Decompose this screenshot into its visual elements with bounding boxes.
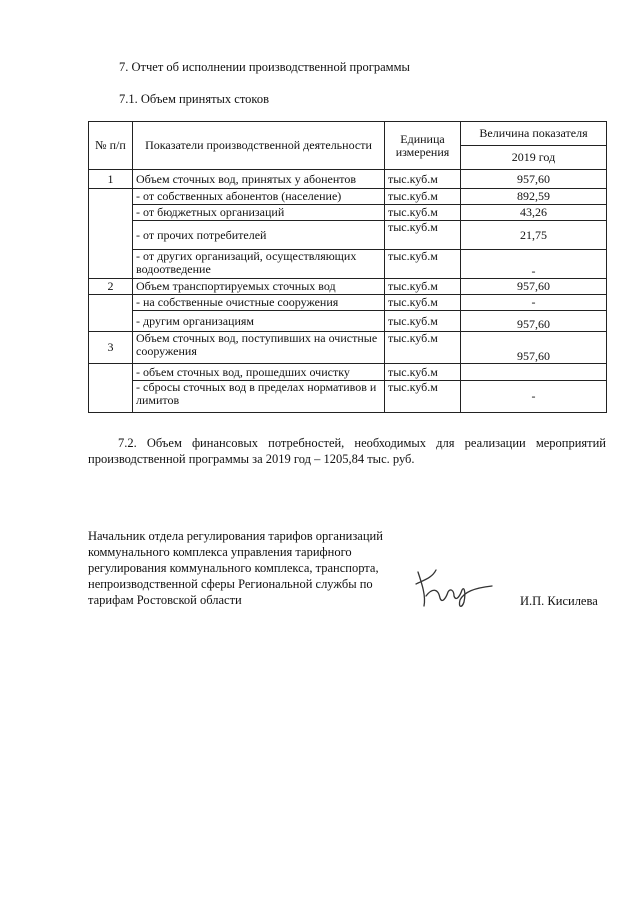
row-unit: тыс.куб.м <box>385 311 461 332</box>
row-num: 3 <box>89 332 133 364</box>
row-value: - <box>461 250 607 279</box>
section-title: 7. Отчет об исполнении производственной программы <box>119 60 410 74</box>
header-value: Величина показателя <box>461 122 607 146</box>
row-value: - <box>461 381 607 413</box>
table-row <box>89 250 607 279</box>
row-name: - на собственные очистные сооружения <box>133 295 385 311</box>
row-unit: тыс.куб.м <box>385 279 461 295</box>
table-row <box>89 332 607 364</box>
row-value: 957,60 <box>461 311 607 332</box>
table-row <box>89 189 607 205</box>
header-unit: Единица измерения <box>385 122 461 170</box>
section-subtitle: 7.1. Объем принятых стоков <box>119 92 269 106</box>
row-unit: тыс.куб.м <box>385 205 461 221</box>
table-row <box>89 364 607 381</box>
table-row <box>89 205 607 221</box>
row-name: Объем сточных вод, поступивших на очистные сооружения <box>133 332 385 364</box>
handwritten-signature <box>412 562 494 610</box>
table-row <box>89 221 607 250</box>
wastewater-table <box>88 121 607 413</box>
row-name: - от собственных абонентов (население) <box>133 189 385 205</box>
row-name: - сбросы сточных вод в пределах нормативов и лимитов <box>133 381 385 413</box>
row-unit: тыс.куб.м <box>385 381 461 413</box>
row-name: Объем транспортируемых сточных вод <box>133 279 385 295</box>
row-unit: тыс.куб.м <box>385 332 461 364</box>
table-row <box>89 279 607 295</box>
row-unit: тыс.куб.м <box>385 170 461 189</box>
row-num: 1 <box>89 170 133 189</box>
row-value: 43,26 <box>461 205 607 221</box>
row-name: - от других организаций, осуществляющих водоотведение <box>133 250 385 279</box>
row-value: - <box>461 295 607 311</box>
row-num-empty <box>89 295 133 332</box>
row-num-empty <box>89 189 133 279</box>
row-unit: тыс.куб.м <box>385 364 461 381</box>
row-name: - от бюджетных организаций <box>133 205 385 221</box>
row-num-empty <box>89 364 133 413</box>
table-row <box>89 170 607 189</box>
table-row <box>89 381 607 413</box>
header-indicator: Показатели производственной деятельности <box>133 122 385 170</box>
row-name: Объем сточных вод, принятых у абонентов <box>133 170 385 189</box>
row-unit: тыс.куб.м <box>385 250 461 279</box>
table-row <box>89 295 607 311</box>
row-name: - объем сточных вод, прошедших очистку <box>133 364 385 381</box>
signer-position: Начальник отдела регулирования тарифов организаций коммунального комплекса управления тарифного регулирования коммунального комплекса, транспорта, непроизводственной сферы Региональной службы по тарифам Ростовской области <box>88 529 383 607</box>
row-value <box>461 364 607 381</box>
row-name: - другим организациям <box>133 311 385 332</box>
row-num: 2 <box>89 279 133 295</box>
signer-name: И.П. Кисилева <box>520 594 598 608</box>
row-name: - от прочих потребителей <box>133 221 385 250</box>
row-value: 892,59 <box>461 189 607 205</box>
row-value: 21,75 <box>461 221 607 250</box>
header-year: 2019 год <box>461 146 607 170</box>
row-unit: тыс.куб.м <box>385 189 461 205</box>
row-value: 957,60 <box>461 279 607 295</box>
row-value: 957,60 <box>461 170 607 189</box>
table-row <box>89 311 607 332</box>
row-unit: тыс.куб.м <box>385 221 461 250</box>
row-unit: тыс.куб.м <box>385 295 461 311</box>
financial-note: 7.2. Объем финансовых потребностей, необходимых для реализации мероприятий производственной программы за 2019 год – 1205,84 тыс. руб. <box>88 436 606 466</box>
row-value: 957,60 <box>461 332 607 364</box>
header-num: № п/п <box>89 122 133 170</box>
